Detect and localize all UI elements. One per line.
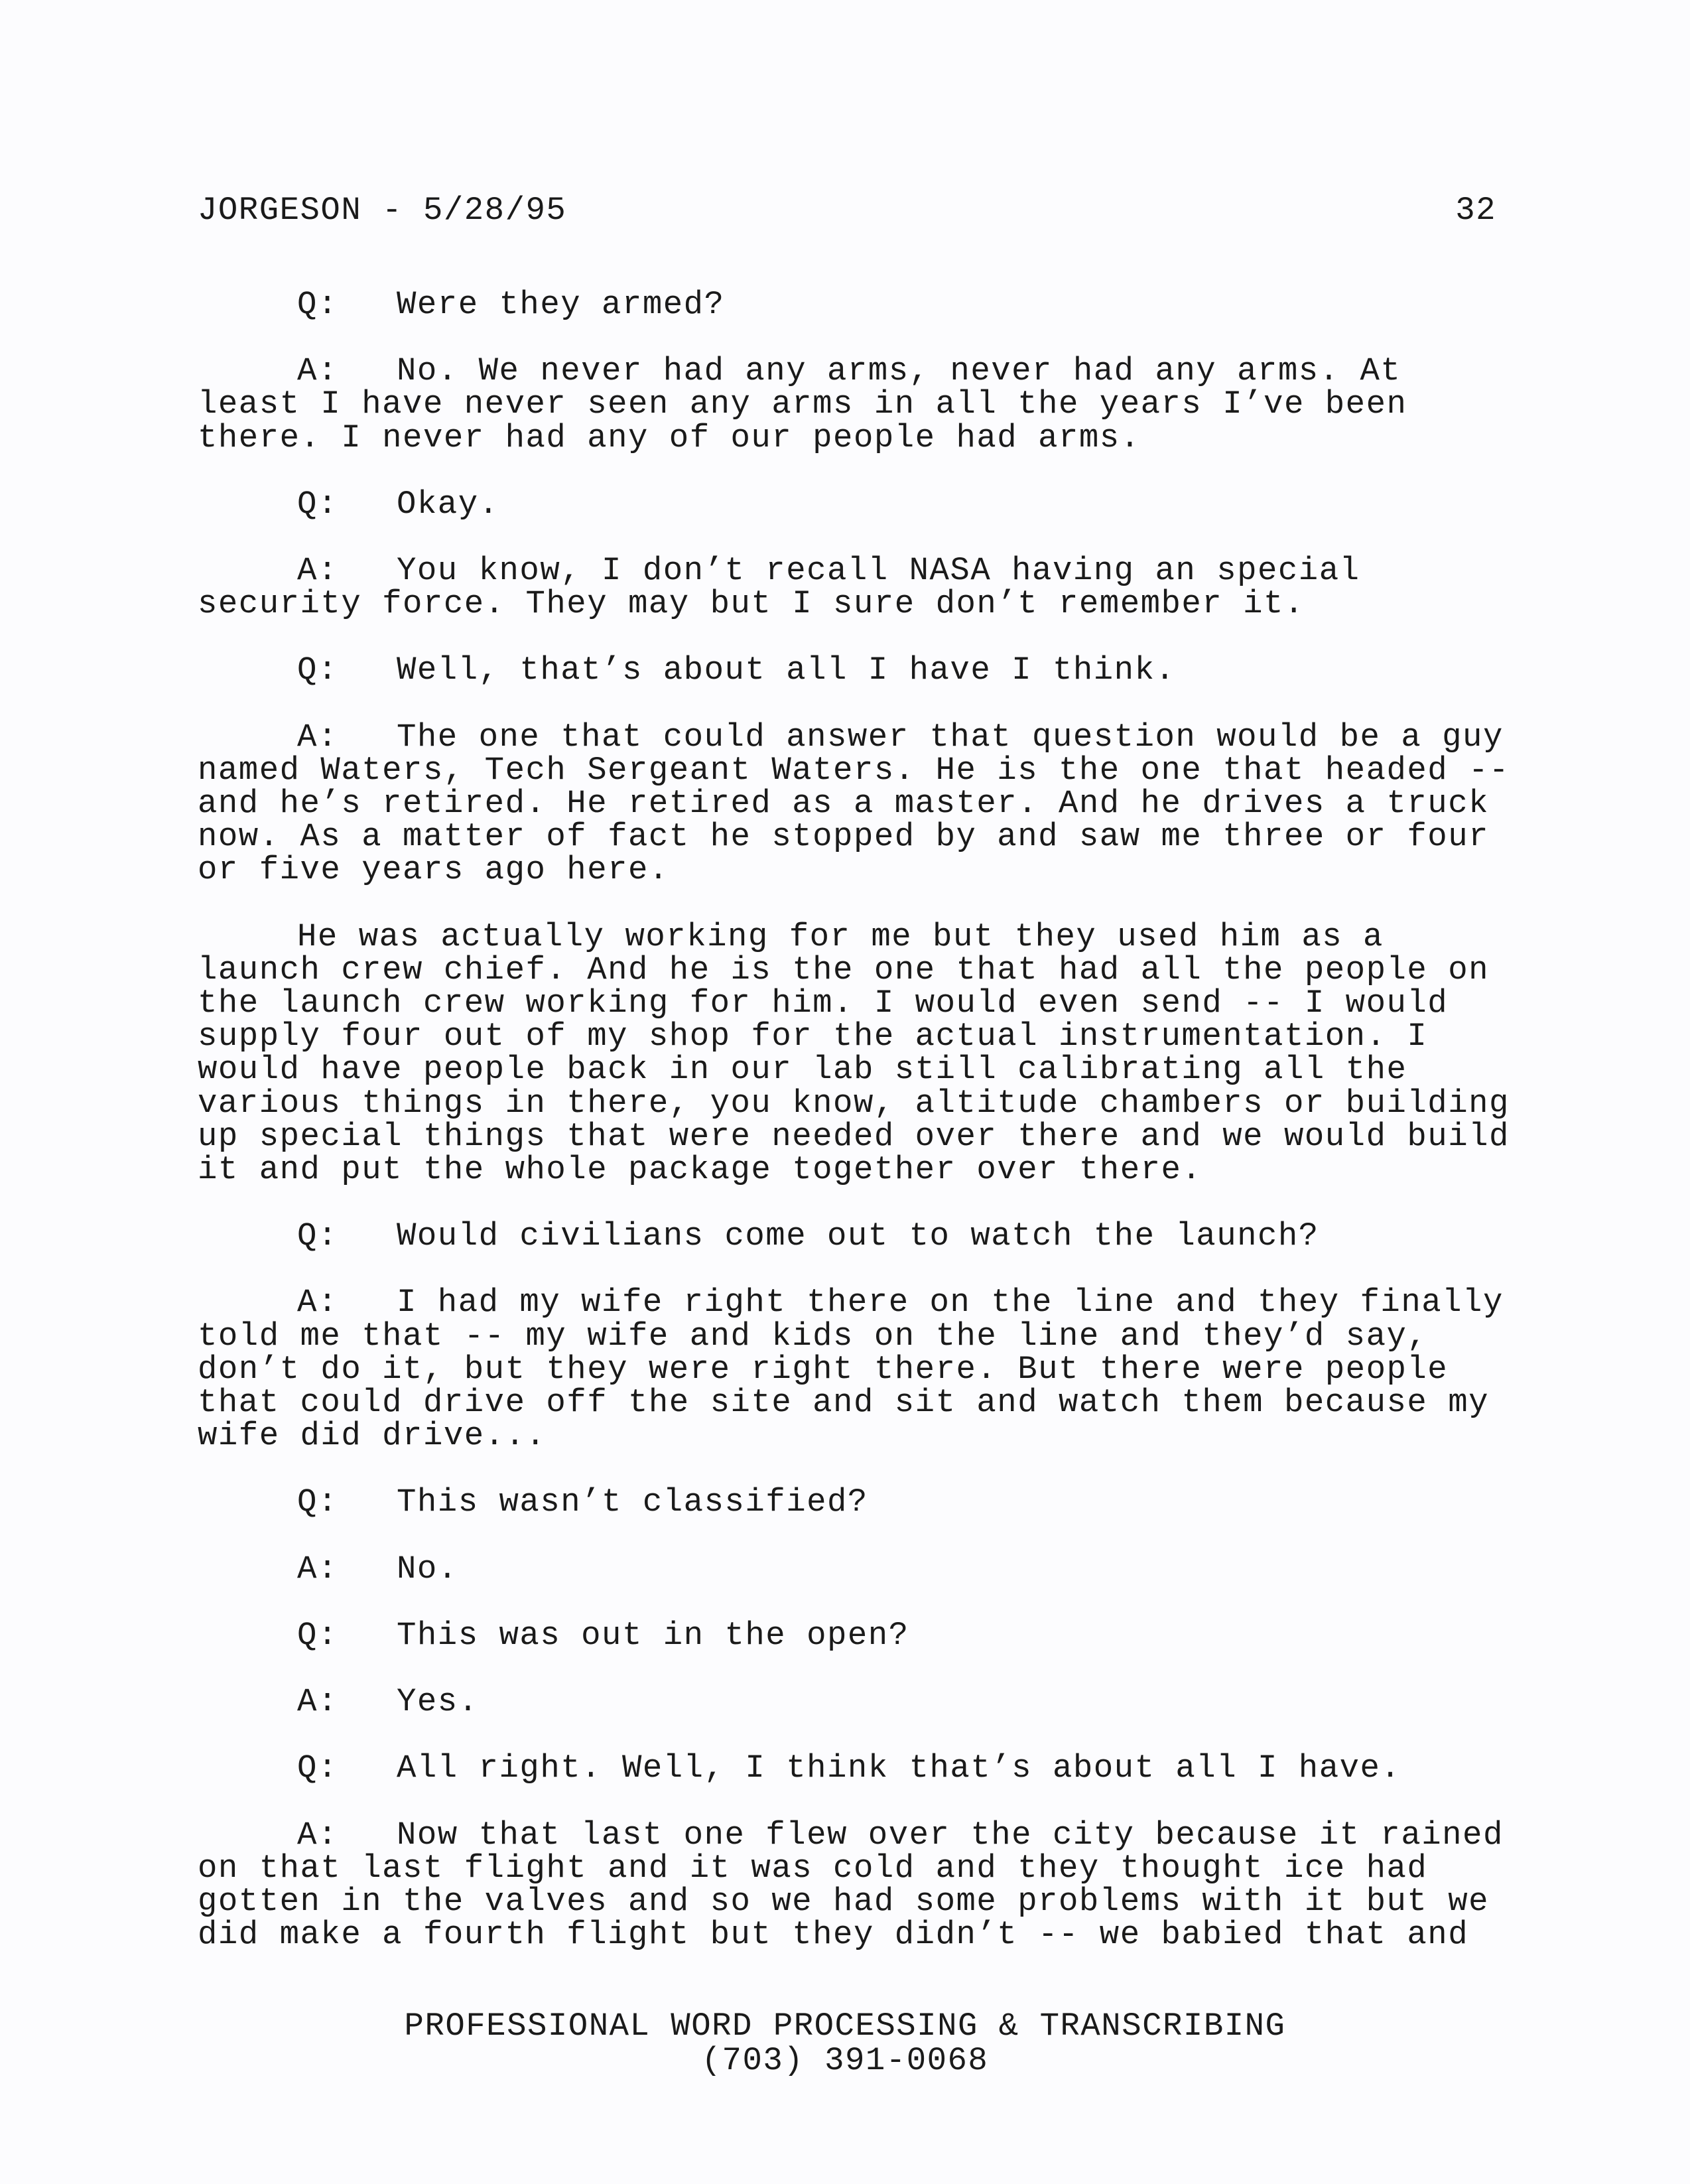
speaker-label: Q:: [297, 485, 338, 523]
page-number: 32: [1455, 192, 1496, 229]
paragraph-text: The one that could answer that question would be a guy named Waters, Tech Sergeant Waters. He is the one that headed -- and he’s retired. He retired as a master. And he drives a truck now. As a matter of fact he stopped by and saw me three or four or five years ago here.: [198, 718, 1510, 889]
paragraph-text: Now that last one flew over the city because it rained on that last flight and it was cold and they thought ice had gotten in the valves and so we had some problems with it but we did make a fourth flight but they didn’t -- we babied that and: [198, 1816, 1504, 1954]
footer-company: PROFESSIONAL WORD PROCESSING & TRANSCRIBING: [404, 2008, 1286, 2045]
paragraph-text: All right. Well, I think that’s about all I have.: [397, 1749, 1401, 1787]
page-footer: [0, 2009, 1690, 2078]
transcript-paragraph: [198, 552, 1511, 623]
speaker-label: A:: [297, 718, 338, 756]
paragraph-text: Well, that’s about all I have I think.: [397, 651, 1176, 689]
transcript-paragraph: [198, 1219, 1511, 1253]
transcript-paragraph: [198, 1818, 1511, 1952]
paragraph-text: Were they armed?: [397, 286, 725, 323]
paragraph-text: He was actually working for me but they used him as a launch crew chief. And he is the one that had all the people on the launch crew working for him. I would even send -- I would supply four out of my shop for the actual instrumentation. I would have people back in our lab still calibrating all the various things in there, you know, altitude chambers or building up special things that were needed over there and we would build it and put the whole package together over there.: [198, 918, 1510, 1189]
footer-phone: (703) 391-0068: [701, 2042, 989, 2079]
paragraph-text: This wasn’t classified?: [397, 1483, 868, 1521]
speaker-label: A:: [297, 352, 338, 390]
paragraph-text: You know, I don’t recall NASA having an special security force. They may but I sure don’t remember it.: [198, 552, 1360, 623]
speaker-label: Q:: [297, 286, 338, 323]
speaker-label: Q:: [297, 1749, 338, 1787]
transcript-paragraph: [198, 920, 1511, 1187]
paragraph-text: Okay.: [397, 485, 499, 523]
transcript-paragraph: [198, 1751, 1511, 1785]
transcript-paragraph: [198, 1683, 1511, 1721]
transcript-body: [198, 288, 1511, 1984]
speaker-label: A:: [297, 1550, 338, 1588]
transcript-paragraph: [198, 1284, 1511, 1455]
document-header-title: JORGESON - 5/28/95: [198, 192, 567, 229]
transcript-paragraph: [198, 720, 1511, 887]
paragraph-text: I had my wife right there on the line and they finally told me that -- my wife and kids on the line and they’d say, don’t do it, but they were right there. But there were people that could drive off the site and sit and watch them because my wife did drive...: [198, 1284, 1504, 1455]
transcript-paragraph: [198, 1616, 1511, 1654]
paragraph-text: No.: [397, 1550, 458, 1588]
speaker-label: Q:: [297, 1483, 338, 1521]
speaker-label: Q:: [297, 651, 338, 689]
speaker-label: A:: [297, 1683, 338, 1721]
transcript-paragraph: [198, 354, 1511, 454]
transcript-paragraph: [198, 1485, 1511, 1519]
transcript-paragraph: [198, 1552, 1511, 1586]
speaker-label: Q:: [297, 1616, 338, 1654]
speaker-label: A:: [297, 1816, 338, 1854]
paragraph-text: No. We never had any arms, never had any arms. At least I have never seen any arms in all the years I’ve been there. I never had any of our people had arms.: [198, 352, 1407, 456]
speaker-label: Q:: [297, 1217, 338, 1255]
paragraph-text: Yes.: [397, 1683, 479, 1721]
paragraph-text: This was out in the open?: [397, 1616, 909, 1654]
transcript-paragraph: [198, 288, 1511, 321]
paragraph-text: Would civilians come out to watch the launch?: [397, 1217, 1319, 1255]
transcript-paragraph: [198, 485, 1511, 523]
speaker-label: A:: [297, 1284, 338, 1322]
speaker-label: A:: [297, 552, 338, 590]
transcript-paragraph: [198, 653, 1511, 687]
